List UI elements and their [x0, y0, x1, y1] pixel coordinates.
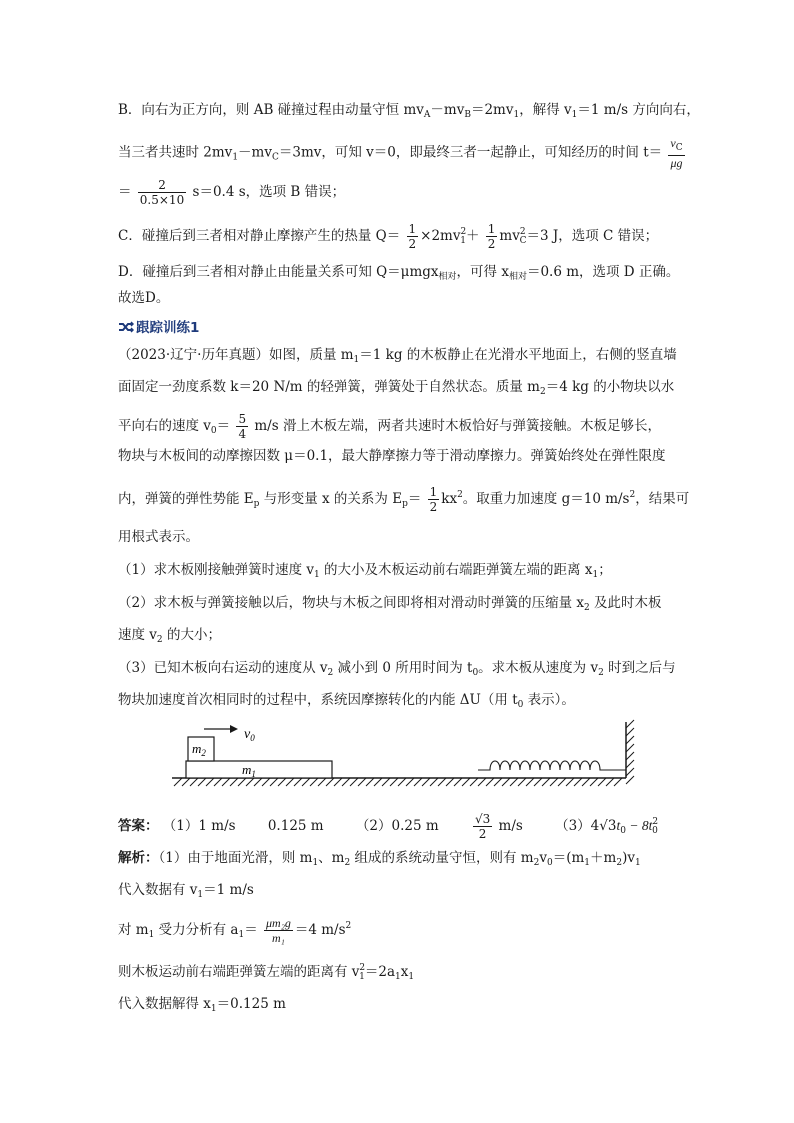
conclusion: 故选D。 — [118, 290, 170, 306]
board-label: $m_1$ — [242, 762, 256, 779]
question-2-line-1: （2）求木板与弹簧接触以后，物块与木板之间即将相对滑动时弹簧的压缩量 $x_2$ 及此时木板 — [118, 595, 662, 613]
question-3-line-2: 物块加速度首次相同时的过程中，系统因摩擦转化的内能 ΔU（用 $t_0$ 表示）。 — [118, 692, 575, 710]
analysis-line-3: 对 $m_1$ 受力分析有 $a_1=$ $\frac{\text{μm₂g}}{\text{m₁}}$ ＝4 $m/s^2$ — [118, 916, 352, 945]
analysis-label: 解析： — [118, 850, 159, 866]
problem-line-6: 用根式表示。 — [118, 529, 199, 545]
fraction-half-2: $\frac{1}{2}$ — [487, 222, 496, 251]
fraction-half-3: $\frac{1}{2}$ — [429, 485, 438, 514]
problem-line-2: 面固定一劲度系数 k＝20 N/m 的轻弹簧，弹簧处于自然状态。质量 $m_2=4$ kg 的小物块以水 — [118, 379, 675, 397]
analysis-line-5: 代入数据解得 $x_1=0.125$ m — [118, 996, 286, 1014]
problem-line-5: 内，弹簧的弹性势能 $E_p$ 与形变量 x 的关系为 $E_p=$ $\frac{1}{2}$ $kx^2$。取重力加速度 g＝10 $m/s^2$，结果可 — [118, 485, 690, 514]
block-label: $m_2$ — [192, 741, 206, 758]
solution-d-line: D．碰撞后到三者相对静止由能量关系可知 Q＝μmgx$_{相对}$，可得 $x_{相对}=0.6$ m，选项 D 正确。 — [118, 264, 680, 282]
velocity-label: $v_0$ — [244, 727, 255, 743]
question-2-line-2: 速度 $v_2$ 的大小； — [118, 627, 221, 645]
fraction-half-1: $\frac{1}{2}$ — [408, 222, 417, 251]
solution-c-line: C．碰撞后到三者相对静止摩擦产生的热量 Q＝ $\frac{1}{2}$ $\times 2mv^2_1+$ $\frac{1}{2}$ $mv^2_C=3$ J，选项 C 错误； — [118, 222, 659, 251]
solution-b-line-1: B．向右为正方向，则 AB 碰撞过程由动量守恒 $mv_A-mv_B=2mv_1$，解得 $v_1=1$ m/s 方向向右， — [118, 102, 700, 120]
problem-line-1: （2023·辽宁·历年真题）如图，质量 $m_1=1$ kg 的木板静止在光滑水平地面上，右侧的竖直墙 — [118, 347, 677, 365]
ground-hatching — [174, 778, 622, 786]
analysis-line-4: 则木板运动前右端距弹簧左端的距离有 $v^2_1=2a_1x_1$ — [118, 963, 415, 982]
spring — [478, 761, 626, 770]
fraction-acceleration: $\frac{\text{μm₂g}}{\text{m₁}}$ — [266, 916, 291, 945]
shuffle-icon — [118, 321, 134, 333]
spring-board-figure — [160, 718, 640, 798]
fraction-vc-over-mug: $\frac{v_C}{\mu g}$ — [670, 136, 683, 170]
fraction-2-over-5: $\frac{2}{0.5\times 10}$ — [139, 178, 185, 207]
solution-b-line-3: ＝ $\frac{2}{0.5\times 10}$ s＝0.4 s，选项 B 错误； — [118, 178, 346, 207]
solution-b-line-2: 当三者共速时 $2mv_1-mv_C=3mv$，可知 v＝0，即最终三者一起静止，可知经历的时间 t＝ $\frac{v_C}{\mu g}$ — [118, 136, 683, 170]
answer-label: 答案： — [118, 818, 159, 834]
fraction-5-4: $\frac{5}{4}$ — [238, 412, 247, 441]
tracking-title: 跟踪训练1 — [136, 320, 200, 336]
answer-line: 答案： （1）1 m/s 0.125 m （2）0.25 m $\frac{√3}{2}$ m/s $(3)4√3t_0 - 8t^2_0$ — [118, 812, 659, 841]
question-3-line-1: （3）已知木板向右运动的速度从 $v_2$ 减小到 0 所用时间为 $t_0$。求木板从速度为 $v_2$ 时到之后与 — [118, 660, 676, 678]
analysis-line-2: 代入数据有 $v_1=1$ m/s — [118, 882, 254, 900]
arrow-head-icon — [230, 725, 238, 733]
question-1: （1）求木板刚接触弹簧时速度 $v_1$ 的大小及木板运动前右端距弹簧左端的距离 $x_1$； — [118, 562, 612, 580]
fraction-root3-2: $\frac{√3}{2}$ — [474, 812, 491, 841]
analysis-line-1: 解析：（1）由于地面光滑，则 $m_1$、$m_2$ 组成的系统动量守恒，则有 $m_2v_0=(m_1+m_2)v_1$ — [118, 850, 641, 868]
problem-line-4: 物块与木板间的动摩擦因数 μ＝0.1，最大静摩擦力等于滑动摩擦力。弹簧始终处在弹性限度 — [118, 448, 666, 464]
board-m1 — [186, 761, 332, 778]
problem-line-3: 平向右的速度 $v_0=$ $\frac{5}{4}$ m/s 滑上木板左端，两者共速时木板恰好与弹簧接触。木板足够长， — [118, 412, 661, 441]
wall-hatching — [626, 720, 634, 784]
tracking-heading — [118, 318, 199, 338]
